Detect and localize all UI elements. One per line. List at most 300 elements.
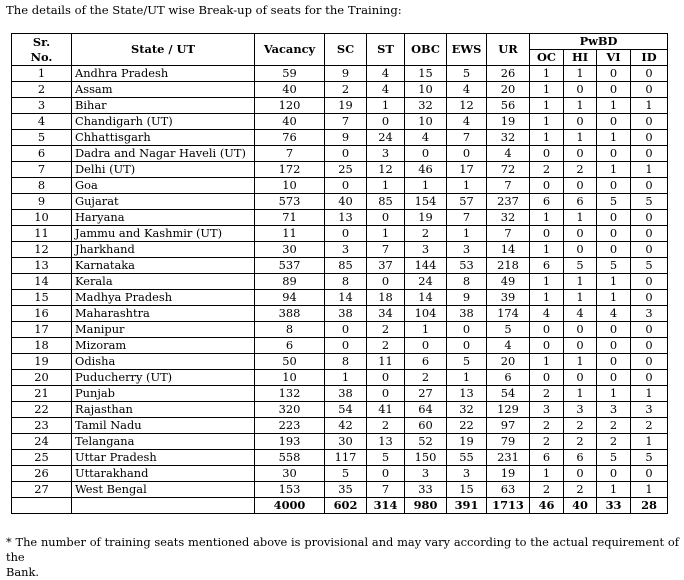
cell-state: Uttarakhand (72, 466, 255, 482)
cell-obc: 0 (405, 146, 447, 162)
cell-hi: 5 (564, 258, 597, 274)
cell-hi: 1 (564, 386, 597, 402)
total-sc: 602 (325, 498, 367, 514)
cell-hi: 6 (564, 450, 597, 466)
table-row (12, 66, 668, 82)
cell-obc: 64 (405, 402, 447, 418)
cell-vi: 2 (597, 418, 631, 434)
header-vi: VI (597, 50, 631, 66)
cell-id: 1 (631, 98, 668, 114)
cell-obc: 10 (405, 114, 447, 130)
cell-oc: 1 (530, 274, 564, 290)
total-st: 314 (367, 498, 405, 514)
cell-ews: 1 (447, 226, 487, 242)
cell-sr-no: 21 (12, 386, 72, 402)
cell-hi: 2 (564, 162, 597, 178)
cell-st: 1 (367, 98, 405, 114)
cell-st: 7 (367, 242, 405, 258)
cell-obc: 144 (405, 258, 447, 274)
cell-vacancy: 573 (255, 194, 325, 210)
cell-obc: 52 (405, 434, 447, 450)
cell-id: 0 (631, 130, 668, 146)
cell-hi: 0 (564, 242, 597, 258)
cell-sc: 0 (325, 226, 367, 242)
cell-id: 0 (631, 370, 668, 386)
cell-state: Jammu and Kashmir (UT) (72, 226, 255, 242)
cell-vacancy: 7 (255, 146, 325, 162)
cell-oc: 1 (530, 98, 564, 114)
cell-vacancy: 223 (255, 418, 325, 434)
cell-st: 11 (367, 354, 405, 370)
cell-id: 1 (631, 162, 668, 178)
cell-ews: 12 (447, 98, 487, 114)
cell-ews: 4 (447, 82, 487, 98)
cell-sc: 35 (325, 482, 367, 498)
cell-hi: 0 (564, 322, 597, 338)
cell-st: 0 (367, 386, 405, 402)
cell-sr-no: 12 (12, 242, 72, 258)
cell-st: 4 (367, 66, 405, 82)
cell-hi: 0 (564, 178, 597, 194)
cell-sr-no: 9 (12, 194, 72, 210)
seats-table (11, 33, 668, 514)
header-st: ST (367, 34, 405, 66)
cell-id: 0 (631, 466, 668, 482)
table-row (12, 322, 668, 338)
cell-st: 0 (367, 210, 405, 226)
cell-state: Chhattisgarh (72, 130, 255, 146)
cell-vi: 0 (597, 82, 631, 98)
cell-vi: 1 (597, 98, 631, 114)
cell-state: Tamil Nadu (72, 418, 255, 434)
cell-oc: 0 (530, 370, 564, 386)
cell-state: West Bengal (72, 482, 255, 498)
cell-obc: 46 (405, 162, 447, 178)
cell-sr-no: 2 (12, 82, 72, 98)
table-row (12, 146, 668, 162)
cell-oc: 2 (530, 434, 564, 450)
cell-state: Delhi (UT) (72, 162, 255, 178)
cell-ews: 1 (447, 178, 487, 194)
cell-ews: 38 (447, 306, 487, 322)
cell-vi: 0 (597, 338, 631, 354)
cell-sr-no: 13 (12, 258, 72, 274)
cell-vi: 1 (597, 386, 631, 402)
cell-vi: 0 (597, 226, 631, 242)
total-oc: 46 (530, 498, 564, 514)
header-ews: EWS (447, 34, 487, 66)
cell-sr-no: 23 (12, 418, 72, 434)
total-vacancy: 4000 (255, 498, 325, 514)
cell-hi: 0 (564, 370, 597, 386)
cell-sr-no: 26 (12, 466, 72, 482)
cell-vi: 5 (597, 194, 631, 210)
cell-hi: 1 (564, 98, 597, 114)
header-obc: OBC (405, 34, 447, 66)
cell-sc: 14 (325, 290, 367, 306)
total-hi: 40 (564, 498, 597, 514)
cell-vi: 0 (597, 322, 631, 338)
cell-id: 0 (631, 66, 668, 82)
cell-id: 3 (631, 306, 668, 322)
header-hi: HI (564, 50, 597, 66)
cell-obc: 15 (405, 66, 447, 82)
total-ews: 391 (447, 498, 487, 514)
cell-hi: 1 (564, 130, 597, 146)
cell-obc: 32 (405, 98, 447, 114)
cell-oc: 0 (530, 178, 564, 194)
header-id: ID (631, 50, 668, 66)
cell-vacancy: 8 (255, 322, 325, 338)
cell-vi: 0 (597, 178, 631, 194)
totals-blank-sr (12, 498, 72, 514)
cell-oc: 2 (530, 482, 564, 498)
cell-vi: 3 (597, 402, 631, 418)
cell-oc: 0 (530, 226, 564, 242)
cell-oc: 2 (530, 418, 564, 434)
cell-sr-no: 16 (12, 306, 72, 322)
cell-ews: 13 (447, 386, 487, 402)
cell-vi: 0 (597, 354, 631, 370)
cell-st: 34 (367, 306, 405, 322)
cell-ur: 231 (487, 450, 530, 466)
cell-hi: 0 (564, 338, 597, 354)
cell-vi: 1 (597, 290, 631, 306)
cell-st: 2 (367, 338, 405, 354)
cell-vi: 5 (597, 450, 631, 466)
cell-id: 0 (631, 274, 668, 290)
cell-vacancy: 30 (255, 242, 325, 258)
cell-obc: 14 (405, 290, 447, 306)
cell-ews: 15 (447, 482, 487, 498)
cell-id: 0 (631, 226, 668, 242)
cell-ur: 72 (487, 162, 530, 178)
page-heading: The details of the State/UT wise Break-up of seats for the Training: (6, 3, 402, 17)
total-obc: 980 (405, 498, 447, 514)
cell-hi: 1 (564, 354, 597, 370)
cell-ur: 6 (487, 370, 530, 386)
cell-sr-no: 22 (12, 402, 72, 418)
cell-st: 0 (367, 274, 405, 290)
table-row (12, 466, 668, 482)
cell-obc: 4 (405, 130, 447, 146)
cell-sc: 40 (325, 194, 367, 210)
cell-sc: 0 (325, 338, 367, 354)
cell-oc: 6 (530, 194, 564, 210)
cell-id: 1 (631, 434, 668, 450)
cell-sr-no: 5 (12, 130, 72, 146)
cell-oc: 6 (530, 258, 564, 274)
table-row (12, 194, 668, 210)
cell-sc: 9 (325, 66, 367, 82)
cell-vacancy: 193 (255, 434, 325, 450)
cell-oc: 2 (530, 162, 564, 178)
cell-sc: 1 (325, 370, 367, 386)
cell-state: Rajasthan (72, 402, 255, 418)
cell-id: 0 (631, 338, 668, 354)
cell-vacancy: 59 (255, 66, 325, 82)
cell-id: 0 (631, 242, 668, 258)
cell-st: 18 (367, 290, 405, 306)
cell-oc: 0 (530, 146, 564, 162)
cell-ur: 129 (487, 402, 530, 418)
cell-ews: 7 (447, 210, 487, 226)
cell-id: 0 (631, 114, 668, 130)
cell-ews: 17 (447, 162, 487, 178)
cell-vi: 1 (597, 482, 631, 498)
cell-state: Odisha (72, 354, 255, 370)
cell-ews: 8 (447, 274, 487, 290)
header-sr-no (12, 34, 72, 66)
cell-vacancy: 132 (255, 386, 325, 402)
table-row (12, 338, 668, 354)
cell-hi: 2 (564, 418, 597, 434)
cell-vacancy: 89 (255, 274, 325, 290)
cell-sc: 8 (325, 274, 367, 290)
cell-vi: 4 (597, 306, 631, 322)
cell-st: 1 (367, 226, 405, 242)
table-row (12, 306, 668, 322)
cell-hi: 0 (564, 226, 597, 242)
cell-vi: 0 (597, 370, 631, 386)
cell-vi: 0 (597, 114, 631, 130)
table-row (12, 130, 668, 146)
cell-oc: 0 (530, 322, 564, 338)
cell-sr-no: 20 (12, 370, 72, 386)
table-row (12, 290, 668, 306)
total-vi: 33 (597, 498, 631, 514)
cell-id: 1 (631, 386, 668, 402)
cell-hi: 0 (564, 82, 597, 98)
cell-st: 24 (367, 130, 405, 146)
cell-state: Bihar (72, 98, 255, 114)
cell-obc: 24 (405, 274, 447, 290)
cell-vacancy: 120 (255, 98, 325, 114)
cell-ews: 19 (447, 434, 487, 450)
table-row (12, 178, 668, 194)
cell-sr-no: 8 (12, 178, 72, 194)
cell-ews: 22 (447, 418, 487, 434)
cell-sr-no: 27 (12, 482, 72, 498)
cell-vi: 0 (597, 210, 631, 226)
total-ur: 1713 (487, 498, 530, 514)
cell-obc: 1 (405, 178, 447, 194)
cell-sr-no: 15 (12, 290, 72, 306)
cell-obc: 3 (405, 242, 447, 258)
cell-vacancy: 11 (255, 226, 325, 242)
cell-id: 0 (631, 290, 668, 306)
cell-ur: 32 (487, 130, 530, 146)
cell-state: Manipur (72, 322, 255, 338)
cell-st: 0 (367, 466, 405, 482)
cell-hi: 3 (564, 402, 597, 418)
cell-sc: 2 (325, 82, 367, 98)
cell-id: 2 (631, 418, 668, 434)
cell-ur: 19 (487, 466, 530, 482)
cell-obc: 3 (405, 466, 447, 482)
table-row (12, 258, 668, 274)
cell-obc: 104 (405, 306, 447, 322)
table-row (12, 98, 668, 114)
cell-obc: 33 (405, 482, 447, 498)
cell-obc: 150 (405, 450, 447, 466)
cell-id: 5 (631, 194, 668, 210)
cell-sr-no: 11 (12, 226, 72, 242)
cell-state: Karnataka (72, 258, 255, 274)
cell-state: Assam (72, 82, 255, 98)
cell-sc: 19 (325, 98, 367, 114)
cell-ur: 49 (487, 274, 530, 290)
cell-id: 0 (631, 146, 668, 162)
cell-vacancy: 320 (255, 402, 325, 418)
cell-id: 3 (631, 402, 668, 418)
cell-ur: 32 (487, 210, 530, 226)
cell-state: Goa (72, 178, 255, 194)
cell-obc: 1 (405, 322, 447, 338)
cell-st: 0 (367, 114, 405, 130)
cell-oc: 1 (530, 82, 564, 98)
cell-vacancy: 558 (255, 450, 325, 466)
cell-ews: 9 (447, 290, 487, 306)
cell-vacancy: 153 (255, 482, 325, 498)
cell-id: 5 (631, 258, 668, 274)
cell-st: 41 (367, 402, 405, 418)
totals-row (12, 498, 668, 514)
footnote (6, 535, 679, 580)
header-state: State / UT (72, 34, 255, 66)
cell-state: Telangana (72, 434, 255, 450)
cell-vi: 1 (597, 130, 631, 146)
cell-ews: 57 (447, 194, 487, 210)
cell-sr-no: 25 (12, 450, 72, 466)
cell-st: 7 (367, 482, 405, 498)
cell-ews: 0 (447, 338, 487, 354)
cell-obc: 19 (405, 210, 447, 226)
cell-state: Andhra Pradesh (72, 66, 255, 82)
cell-state: Jharkhand (72, 242, 255, 258)
cell-ur: 56 (487, 98, 530, 114)
footnote-line-1: * The number of training seats mentioned above is provisional and may vary according to the actual requirement of the (6, 535, 679, 564)
cell-hi: 0 (564, 146, 597, 162)
header-oc: OC (530, 50, 564, 66)
cell-vacancy: 71 (255, 210, 325, 226)
cell-st: 85 (367, 194, 405, 210)
cell-st: 2 (367, 322, 405, 338)
cell-st: 3 (367, 146, 405, 162)
cell-ur: 218 (487, 258, 530, 274)
cell-obc: 60 (405, 418, 447, 434)
cell-sc: 38 (325, 386, 367, 402)
cell-sr-no: 1 (12, 66, 72, 82)
cell-sc: 25 (325, 162, 367, 178)
footnote-line-2: Bank. (6, 565, 40, 579)
cell-oc: 6 (530, 450, 564, 466)
cell-state: Kerala (72, 274, 255, 290)
cell-sr-no: 14 (12, 274, 72, 290)
total-id: 28 (631, 498, 668, 514)
cell-vi: 1 (597, 162, 631, 178)
cell-state: Chandigarh (UT) (72, 114, 255, 130)
cell-ur: 7 (487, 226, 530, 242)
cell-ews: 4 (447, 114, 487, 130)
cell-obc: 154 (405, 194, 447, 210)
cell-sc: 30 (325, 434, 367, 450)
table-row (12, 402, 668, 418)
cell-obc: 2 (405, 370, 447, 386)
cell-vacancy: 50 (255, 354, 325, 370)
cell-sc: 3 (325, 242, 367, 258)
cell-vacancy: 94 (255, 290, 325, 306)
cell-vacancy: 6 (255, 338, 325, 354)
cell-id: 0 (631, 210, 668, 226)
cell-id: 0 (631, 82, 668, 98)
cell-vacancy: 388 (255, 306, 325, 322)
cell-obc: 27 (405, 386, 447, 402)
cell-vacancy: 172 (255, 162, 325, 178)
cell-sr-no: 24 (12, 434, 72, 450)
table-row (12, 242, 668, 258)
cell-oc: 1 (530, 466, 564, 482)
cell-state: Puducherry (UT) (72, 370, 255, 386)
header-sc: SC (325, 34, 367, 66)
table-row (12, 482, 668, 498)
cell-oc: 1 (530, 66, 564, 82)
cell-sc: 54 (325, 402, 367, 418)
cell-ur: 63 (487, 482, 530, 498)
cell-oc: 1 (530, 290, 564, 306)
cell-sr-no: 10 (12, 210, 72, 226)
cell-sr-no: 6 (12, 146, 72, 162)
cell-ews: 5 (447, 354, 487, 370)
cell-sc: 9 (325, 130, 367, 146)
cell-ur: 97 (487, 418, 530, 434)
cell-state: Maharashtra (72, 306, 255, 322)
cell-obc: 10 (405, 82, 447, 98)
cell-oc: 3 (530, 402, 564, 418)
cell-sr-no: 19 (12, 354, 72, 370)
cell-ur: 26 (487, 66, 530, 82)
cell-vi: 5 (597, 258, 631, 274)
cell-state: Gujarat (72, 194, 255, 210)
table-row (12, 370, 668, 386)
cell-sc: 117 (325, 450, 367, 466)
cell-hi: 6 (564, 194, 597, 210)
cell-oc: 0 (530, 338, 564, 354)
cell-ur: 4 (487, 338, 530, 354)
table-row (12, 434, 668, 450)
cell-oc: 1 (530, 114, 564, 130)
cell-sr-no: 18 (12, 338, 72, 354)
cell-vacancy: 537 (255, 258, 325, 274)
cell-sc: 85 (325, 258, 367, 274)
cell-sc: 42 (325, 418, 367, 434)
table-row (12, 386, 668, 402)
cell-ews: 32 (447, 402, 487, 418)
cell-vacancy: 40 (255, 82, 325, 98)
cell-sc: 0 (325, 178, 367, 194)
table-row (12, 162, 668, 178)
cell-hi: 1 (564, 290, 597, 306)
cell-hi: 0 (564, 466, 597, 482)
cell-ur: 237 (487, 194, 530, 210)
cell-obc: 0 (405, 338, 447, 354)
cell-sc: 0 (325, 322, 367, 338)
cell-sc: 13 (325, 210, 367, 226)
cell-ews: 3 (447, 242, 487, 258)
cell-ews: 3 (447, 466, 487, 482)
table-body (12, 66, 668, 498)
cell-id: 5 (631, 450, 668, 466)
